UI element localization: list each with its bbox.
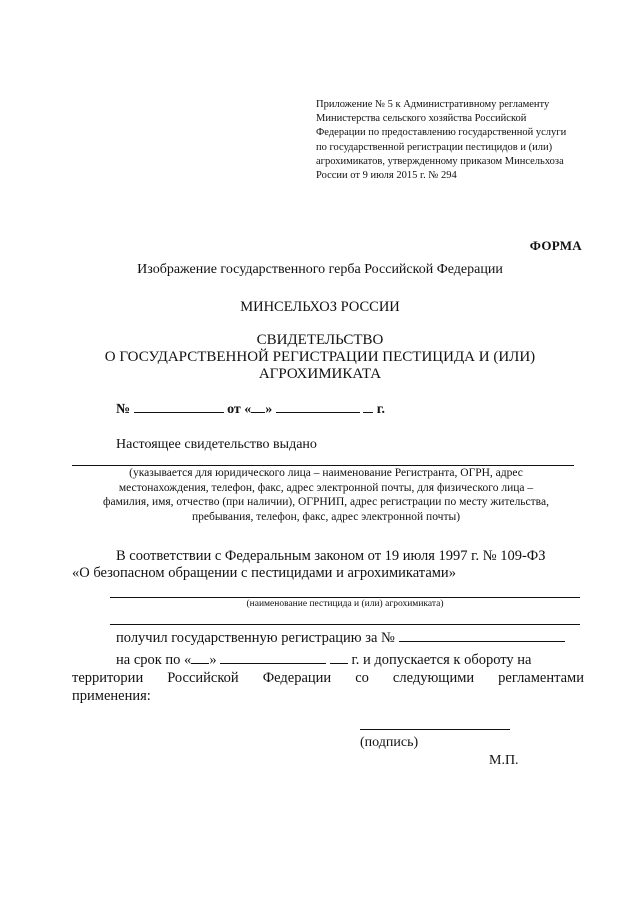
annex-line: Приложение № 5 к Административному регламенту <box>316 99 550 110</box>
annex-line: России от 9 июля 2015 г. № 294 <box>316 170 457 182</box>
from-label: от « <box>227 402 252 417</box>
pesticide-name-label: (наименование пестицида и (или) агрохимиката) <box>246 599 444 609</box>
issued-to-note <box>66 466 586 524</box>
ministry-name: МИНСЕЛЬХОЗ РОССИИ <box>240 299 400 315</box>
day-blank[interactable] <box>251 401 265 413</box>
signature-line[interactable] <box>360 729 510 730</box>
application-label: применения: <box>72 688 151 704</box>
note-line: (указывается для юридического лица – наименование Регистранта, ОГРН, адрес <box>129 467 523 479</box>
law-line: «О безопасном обращении с пестицидами и агрохимикатами» <box>72 565 456 581</box>
territory-word: Федерации <box>262 670 332 686</box>
note-line: фамилия, имя, отчество (при наличии), ОГРНИП, адрес регистрации по месту жительства, <box>103 496 549 508</box>
title-line: О ГОСУДАРСТВЕННОЙ РЕГИСТРАЦИИ ПЕСТИЦИДА И (ИЛИ) <box>104 349 536 365</box>
emblem-placeholder: Изображение государственного герба Российской Федерации <box>137 262 503 277</box>
territory-word: Российской <box>167 670 239 686</box>
term-year-blank[interactable] <box>330 652 348 664</box>
certificate-title <box>60 332 580 383</box>
term-day-blank[interactable] <box>191 652 209 664</box>
annex-line: Федерации по предоставлению государственной услуги <box>316 127 567 139</box>
title-line: АГРОХИМИКАТА <box>258 366 382 382</box>
annex-line: агрохимикатов, утвержденному приказом Минсельхоза <box>316 155 564 167</box>
year-suffix: г. <box>376 402 386 417</box>
seal-label: М.П. <box>489 753 519 768</box>
territory-word: следующими <box>392 670 475 686</box>
territory-word: территории <box>72 670 144 686</box>
signature-label: (подпись) <box>360 735 419 750</box>
territory-line <box>72 670 584 687</box>
quote-close: » <box>265 402 273 417</box>
note-line: местонахождения, телефон, факс, адрес электронной почты, для физического лица – <box>118 481 534 494</box>
term-quote-close: » <box>209 652 217 668</box>
law-reference <box>72 548 582 582</box>
number-blank[interactable] <box>134 401 224 413</box>
issued-to-label: Настоящее свидетельство выдано <box>116 437 317 452</box>
annex-line: Министерства сельского хозяйства Российской <box>316 113 527 125</box>
year-blank[interactable] <box>363 401 373 413</box>
number-sign: № <box>116 402 131 417</box>
territory-word: со <box>355 670 369 686</box>
registration-number-blank[interactable] <box>399 630 565 642</box>
form-label: ФОРМА <box>529 238 582 253</box>
term-suffix: г. и допускается к обороту на <box>351 652 532 668</box>
annex-header <box>316 98 616 183</box>
pesticide-name-line-2[interactable] <box>110 624 580 625</box>
validity-term <box>116 652 582 669</box>
annex-line: по государственной регистрации пестицидов и (или) <box>316 141 553 153</box>
month-blank[interactable] <box>276 401 360 413</box>
term-prefix: на срок по « <box>116 652 192 668</box>
received-registration <box>116 630 628 647</box>
received-text: получил государственную регистрацию за № <box>116 630 395 646</box>
note-line: пребывания, телефон, факс, адрес электронной почты) <box>191 510 461 523</box>
pesticide-name-line[interactable] <box>110 597 580 598</box>
registration-number-line <box>116 401 385 418</box>
territory-word: регламентами <box>498 670 584 686</box>
law-line: В соответствии с Федеральным законом от 19 июля 1997 г. № 109-ФЗ <box>116 548 546 564</box>
title-line: СВИДЕТЕЛЬСТВО <box>256 332 384 348</box>
term-month-blank[interactable] <box>220 652 326 664</box>
